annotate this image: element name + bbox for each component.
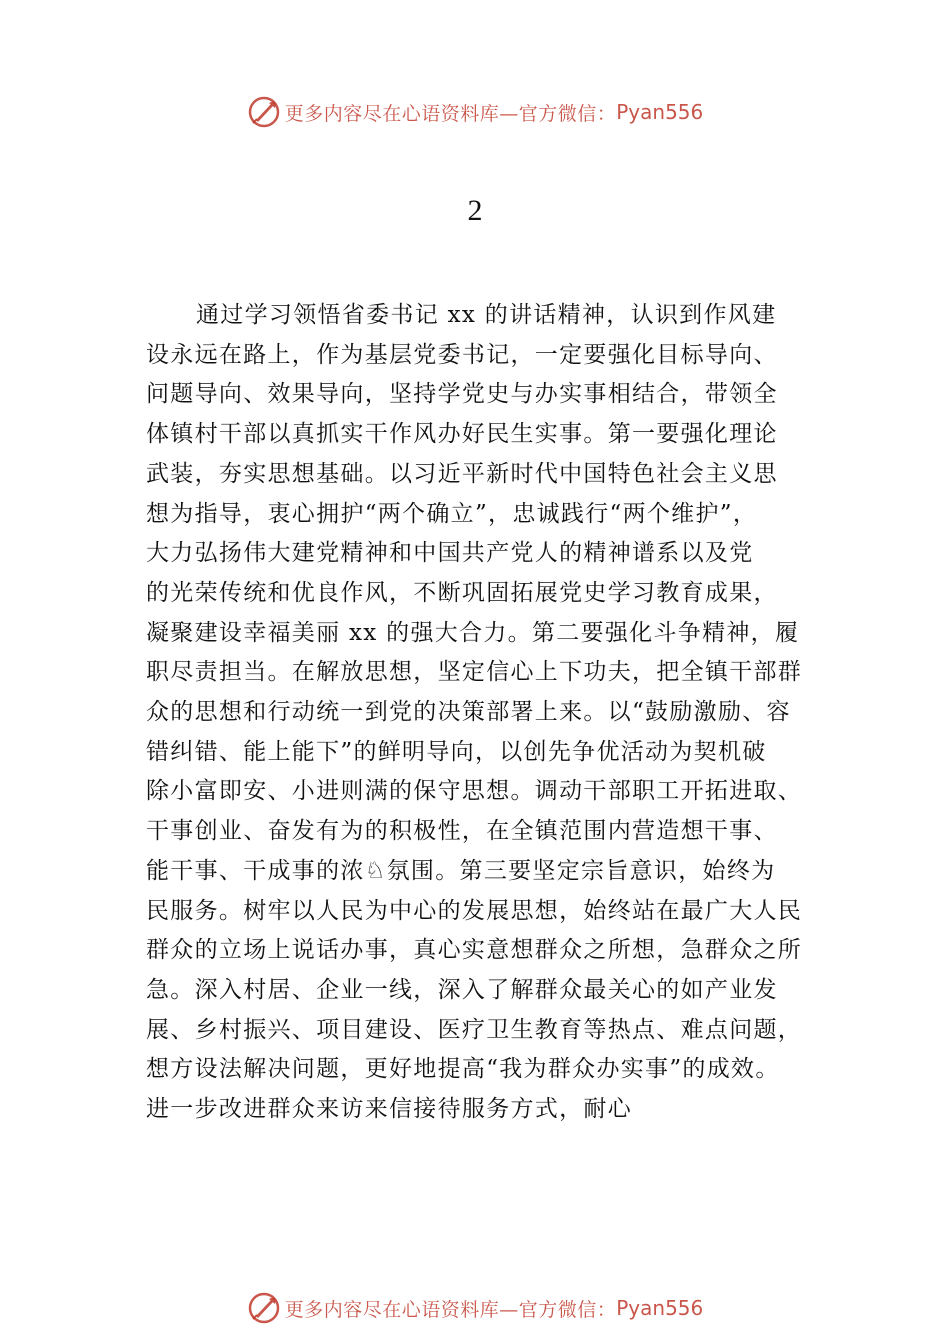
body-line: 急。深入村居、企业一线，深入了解群众最关心的如产业发 bbox=[146, 976, 778, 1003]
watermark-text: 更多内容尽在心语资料库—官方微信： bbox=[284, 1298, 617, 1321]
watermark-text: 更多内容尽在心语资料库—官方微信： bbox=[284, 102, 617, 125]
body-line: 想方设法解决问题，更好地提高“我为群众办实事”的成效。 bbox=[146, 1056, 780, 1083]
body-line: 体镇村干部以真抓实干作风办好民生实事。第一要强化理论 bbox=[146, 421, 778, 448]
body-line: 进一步改进群众来访来信接待服务方式，耐心 bbox=[146, 1096, 632, 1123]
body-line: 通过学习领悟省委书记 xx 的讲话精神，认识到作风建 bbox=[196, 302, 777, 328]
body-line: 众的思想和行动统一到党的决策部署上来。以“鼓励激励、容 bbox=[146, 699, 791, 726]
body-line: 凝聚建设幸福美丽 xx 的强大合力。第二要强化斗争精神，履 bbox=[146, 619, 800, 646]
quill-pen-logo-icon bbox=[247, 1291, 281, 1325]
body-line: 民服务。树牢以人民为中心的发展思想，始终站在最广大人民 bbox=[146, 897, 803, 924]
page-number: 2 bbox=[467, 194, 483, 227]
body-line: 大力弘扬伟大建党精神和中国共产党人的精神谱系以及党 bbox=[146, 540, 754, 567]
footer-watermark bbox=[0, 1288, 950, 1328]
body-line: 错纠错、能上能下”的鲜明导向，以创先争优活动为契机破 bbox=[146, 738, 767, 765]
body-line: 展、乡村振兴、项目建设、医疗卫生教育等热点、难点问题， bbox=[146, 1016, 803, 1043]
body-line: 干事创业、奋发有为的积极性，在全镇范围内营造想干事、 bbox=[146, 818, 778, 845]
body-line: 的光荣传统和优良作风，不断巩固拓展党史学习教育成果， bbox=[146, 579, 778, 606]
body-line: 能干事、干成事的浓♘氛围。第三要坚定宗旨意识，始终为 bbox=[146, 857, 776, 884]
watermark-account: Pyan556 bbox=[616, 1296, 704, 1320]
body-line: 除小富即安、小进则满的保守思想。调动干部职工开拓进取、 bbox=[146, 778, 803, 805]
body-line: 问题导向、效果导向，坚持学党史与办实事相结合，带领全 bbox=[146, 381, 778, 408]
body-line: 想为指导，衷心拥护“两个确立”，忠诚践行“两个维护”， bbox=[146, 500, 758, 527]
document-body bbox=[146, 296, 818, 1130]
body-line: 群众的立场上说话办事，真心实意想群众之所想，急群众之所 bbox=[146, 937, 803, 964]
watermark-account: Pyan556 bbox=[616, 100, 704, 124]
header-watermark bbox=[0, 92, 950, 132]
body-line: 武装，夯实思想基础。以习近平新时代中国特色社会主义思 bbox=[146, 460, 778, 487]
body-line: 设永远在路上，作为基层党委书记，一定要强化目标导向、 bbox=[146, 341, 778, 368]
quill-pen-logo-icon bbox=[247, 95, 281, 129]
body-line: 职尽责担当。在解放思想，坚定信心上下功夫，把全镇干部群 bbox=[146, 659, 803, 686]
